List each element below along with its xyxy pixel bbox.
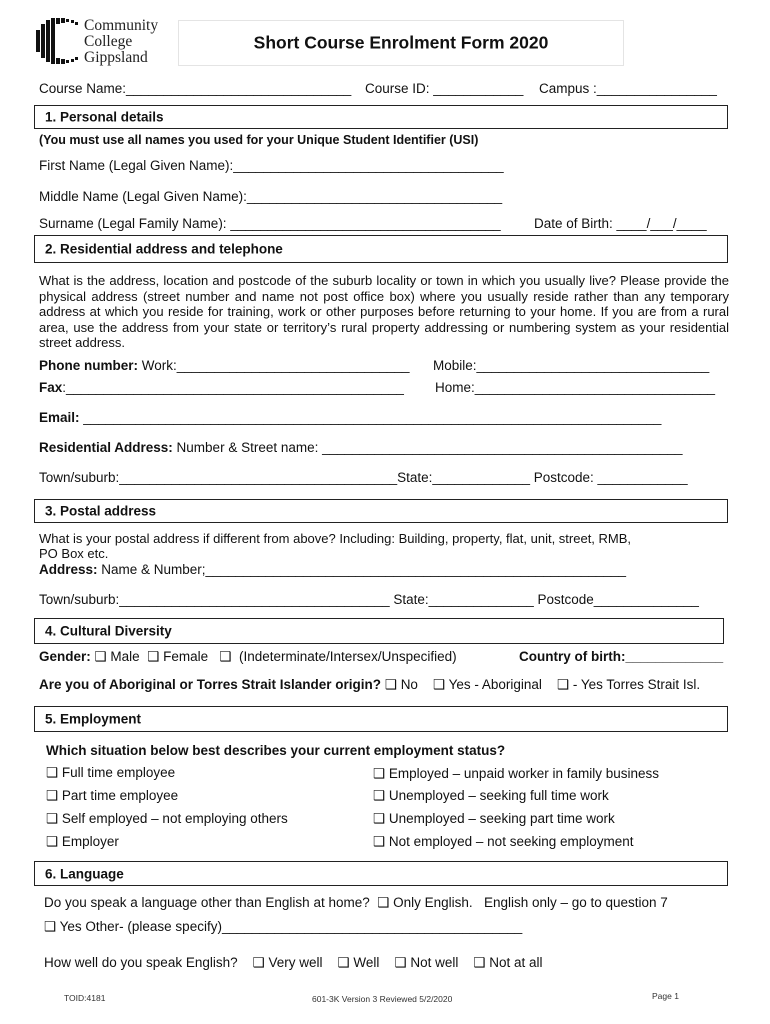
not-at-all-label: Not at all (489, 955, 543, 970)
employment-option-label: Unemployed – seeking part time work (388, 811, 615, 826)
employment-option-seeking-part-time[interactable] (373, 811, 615, 827)
form-title-box (178, 20, 624, 66)
employment-option-label: Unemployed – seeking full time work (388, 788, 609, 803)
checkbox-icon: ❑ (46, 765, 59, 780)
only-english-checkbox[interactable] (377, 895, 472, 910)
aboriginal-question: Are you of Aboriginal or Torres Strait Islander origin? (39, 677, 382, 692)
gender-female-label: Female (163, 649, 209, 664)
torres-strait-label: - Yes Torres Strait Isl. (572, 677, 701, 692)
postal-question-line-2: PO Box etc. (39, 546, 109, 561)
section-cultural-diversity (34, 618, 724, 644)
postal-town-field[interactable]: Town/suburb:____________________________________ State:______________ Postcode______________ (39, 592, 699, 607)
gender-other-label: (Indeterminate/Intersex/Unspecified) (239, 649, 457, 664)
very-well-checkbox[interactable] (253, 955, 323, 970)
fax-label: Fax (39, 380, 63, 395)
first-name-field[interactable]: First Name (Legal Given Name):____________________________________ (39, 158, 504, 173)
aboriginal-no-checkbox[interactable] (385, 677, 418, 692)
section-5-heading: 5. Employment (45, 711, 142, 727)
email-field[interactable]: _____________________________________________________________________________ (79, 410, 662, 425)
postal-address-label: Address: (39, 562, 98, 577)
language-row (44, 895, 668, 911)
country-of-birth-field[interactable]: Country of birth:_____________ (519, 649, 724, 664)
checkbox-icon: ❑ (377, 895, 390, 910)
checkbox-icon: ❑ (147, 649, 160, 664)
employment-option-label: Employed – unpaid worker in family business (388, 766, 660, 781)
employment-question: Which situation below best describes your current employment status? (46, 743, 506, 758)
campus-field[interactable]: Campus :________________ (539, 81, 717, 96)
checkbox-icon: ❑ (556, 677, 570, 692)
phone-work-field[interactable]: Work:_______________________________ (138, 358, 410, 373)
footer-toid: TOID:4181 (64, 993, 106, 1003)
yes-other-language-field[interactable] (44, 919, 522, 935)
employment-option-seeking-full-time[interactable] (373, 788, 609, 804)
footer-page-number: Page 1 (652, 991, 679, 1001)
logo-line-2: College (84, 33, 133, 50)
language-question: Do you speak a language other than English at home? (44, 895, 370, 910)
checkbox-icon: ❑ (219, 649, 232, 664)
email-row (39, 410, 661, 425)
section-6-heading: 6. Language (45, 866, 124, 881)
logo-text (84, 18, 158, 66)
gender-male-checkbox[interactable] (95, 649, 140, 664)
english-proficiency-question: How well do you speak English? (44, 955, 238, 970)
section-personal-details (34, 105, 728, 129)
checkbox-icon: ❑ (432, 677, 446, 692)
college-logo (34, 16, 80, 66)
employment-option-label: Not employed – not seeking employment (388, 834, 634, 849)
section-2-heading: 2. Residential address and telephone (45, 241, 283, 257)
yes-other-label: Yes Other- (please specify)________________________________________ (59, 919, 523, 934)
aboriginal-no-label: No (400, 677, 418, 692)
residential-address-label: Residential Address: (39, 440, 173, 455)
english-proficiency-row (44, 955, 543, 971)
checkbox-icon: ❑ (373, 766, 386, 781)
residential-town-field[interactable]: Town/suburb:_____________________________________State:_____________ Postcode: ____________ (39, 470, 688, 485)
usi-note: (You must use all names you used for your Unique Student Identifier (USI) (39, 133, 479, 147)
checkbox-icon: ❑ (46, 811, 59, 826)
form-title: Short Course Enrolment Form 2020 (253, 32, 549, 53)
section-3-heading: 3. Postal address (45, 503, 157, 519)
very-well-label: Very well (268, 955, 323, 970)
only-english-label: Only English. (393, 895, 473, 910)
not-well-checkbox[interactable] (394, 955, 458, 970)
middle-name-field[interactable]: Middle Name (Legal Given Name):__________________________________ (39, 189, 503, 204)
employment-option-not-seeking[interactable] (373, 834, 634, 850)
gender-label: Gender: (39, 649, 91, 664)
checkbox-icon: ❑ (46, 788, 59, 803)
gender-female-checkbox[interactable] (143, 649, 208, 664)
employment-option-employer[interactable] (46, 834, 119, 850)
employment-option-label: Self employed – not employing others (61, 811, 288, 826)
logo-line-3: Gippsland (84, 49, 148, 66)
not-at-all-checkbox[interactable] (473, 955, 542, 970)
aboriginal-row (39, 677, 700, 693)
checkbox-icon: ❑ (384, 677, 397, 692)
section-4-heading: 4. Cultural Diversity (45, 623, 172, 639)
employment-option-label: Full time employee (61, 765, 176, 780)
section-1-heading: 1. Personal details (45, 109, 164, 125)
employment-option-label: Employer (61, 834, 119, 849)
section-employment (34, 706, 728, 732)
employment-option-label: Part time employee (61, 788, 179, 803)
postal-question-line-1: What is your postal address if different from above? Including: Building, property, flat, unit, street, RMB, (39, 531, 632, 546)
street-name-field[interactable]: Number & Street name: ________________________________________________ (172, 440, 683, 455)
employment-option-unpaid-family[interactable] (373, 766, 659, 782)
surname-field[interactable]: Surname (Legal Family Name): ____________________________________ (39, 216, 501, 231)
section-postal-address (34, 499, 728, 523)
email-label: Email: (39, 410, 80, 425)
fax-row (39, 380, 404, 395)
phone-row (39, 358, 410, 373)
residential-question: What is the address, location and postcode of the suburb locality or town in which you usually live? Please provide the physical address (street number and name not post office box) where you usually reside rather than any temporary address at which you reside for training, work or other purposes before returning to your home. If you are from a rural area, use the address from your state or territory’s rural property addressing or numbering system as your residential street address. (39, 273, 729, 350)
gender-other-checkbox[interactable] (212, 649, 457, 664)
checkbox-icon: ❑ (46, 834, 59, 849)
section-language (34, 861, 728, 886)
employment-option-self-employed[interactable] (46, 811, 288, 827)
employment-option-full-time[interactable] (46, 765, 175, 781)
logo-c-icon (34, 16, 80, 66)
employment-option-part-time[interactable] (46, 788, 178, 804)
checkbox-icon: ❑ (252, 955, 265, 970)
english-only-note: English only – go to question 7 (483, 895, 668, 910)
mobile-field[interactable]: Mobile:_______________________________ (433, 358, 710, 373)
gender-male-label: Male (110, 649, 140, 664)
checkbox-icon: ❑ (373, 811, 386, 826)
checkbox-icon: ❑ (473, 955, 486, 970)
checkbox-icon: ❑ (373, 788, 386, 803)
fax-field[interactable]: :_____________________________________________ (62, 380, 404, 395)
phone-label: Phone number: (39, 358, 139, 373)
checkbox-icon: ❑ (373, 834, 386, 849)
well-checkbox[interactable] (338, 955, 380, 970)
residential-address-row (39, 440, 683, 455)
not-well-label: Not well (410, 955, 459, 970)
home-phone-field[interactable]: Home:________________________________ (435, 380, 716, 395)
well-label: Well (353, 955, 380, 970)
checkbox-icon: ❑ (337, 955, 350, 970)
checkbox-icon: ❑ (394, 955, 407, 970)
aboriginal-yes-label: Yes - Aboriginal (448, 677, 542, 692)
postal-address-row (39, 562, 626, 577)
checkbox-icon: ❑ (44, 919, 57, 934)
aboriginal-yes-checkbox[interactable] (422, 677, 542, 692)
checkbox-icon: ❑ (94, 649, 107, 664)
torres-strait-checkbox[interactable] (546, 677, 700, 692)
postal-address-field[interactable]: Name & Number;________________________________________________________ (97, 562, 626, 577)
section-residential-address (34, 235, 728, 263)
footer-version: 601-3K Version 3 Reviewed 5/2/2020 (312, 994, 453, 1004)
date-of-birth-field[interactable]: Date of Birth: ____/___/____ (534, 216, 707, 231)
course-id-field[interactable]: Course ID: ____________ (365, 81, 524, 96)
gender-row (39, 649, 457, 665)
course-name-field[interactable]: Course Name:______________________________ (39, 81, 352, 96)
logo-line-1: Community (84, 17, 159, 34)
